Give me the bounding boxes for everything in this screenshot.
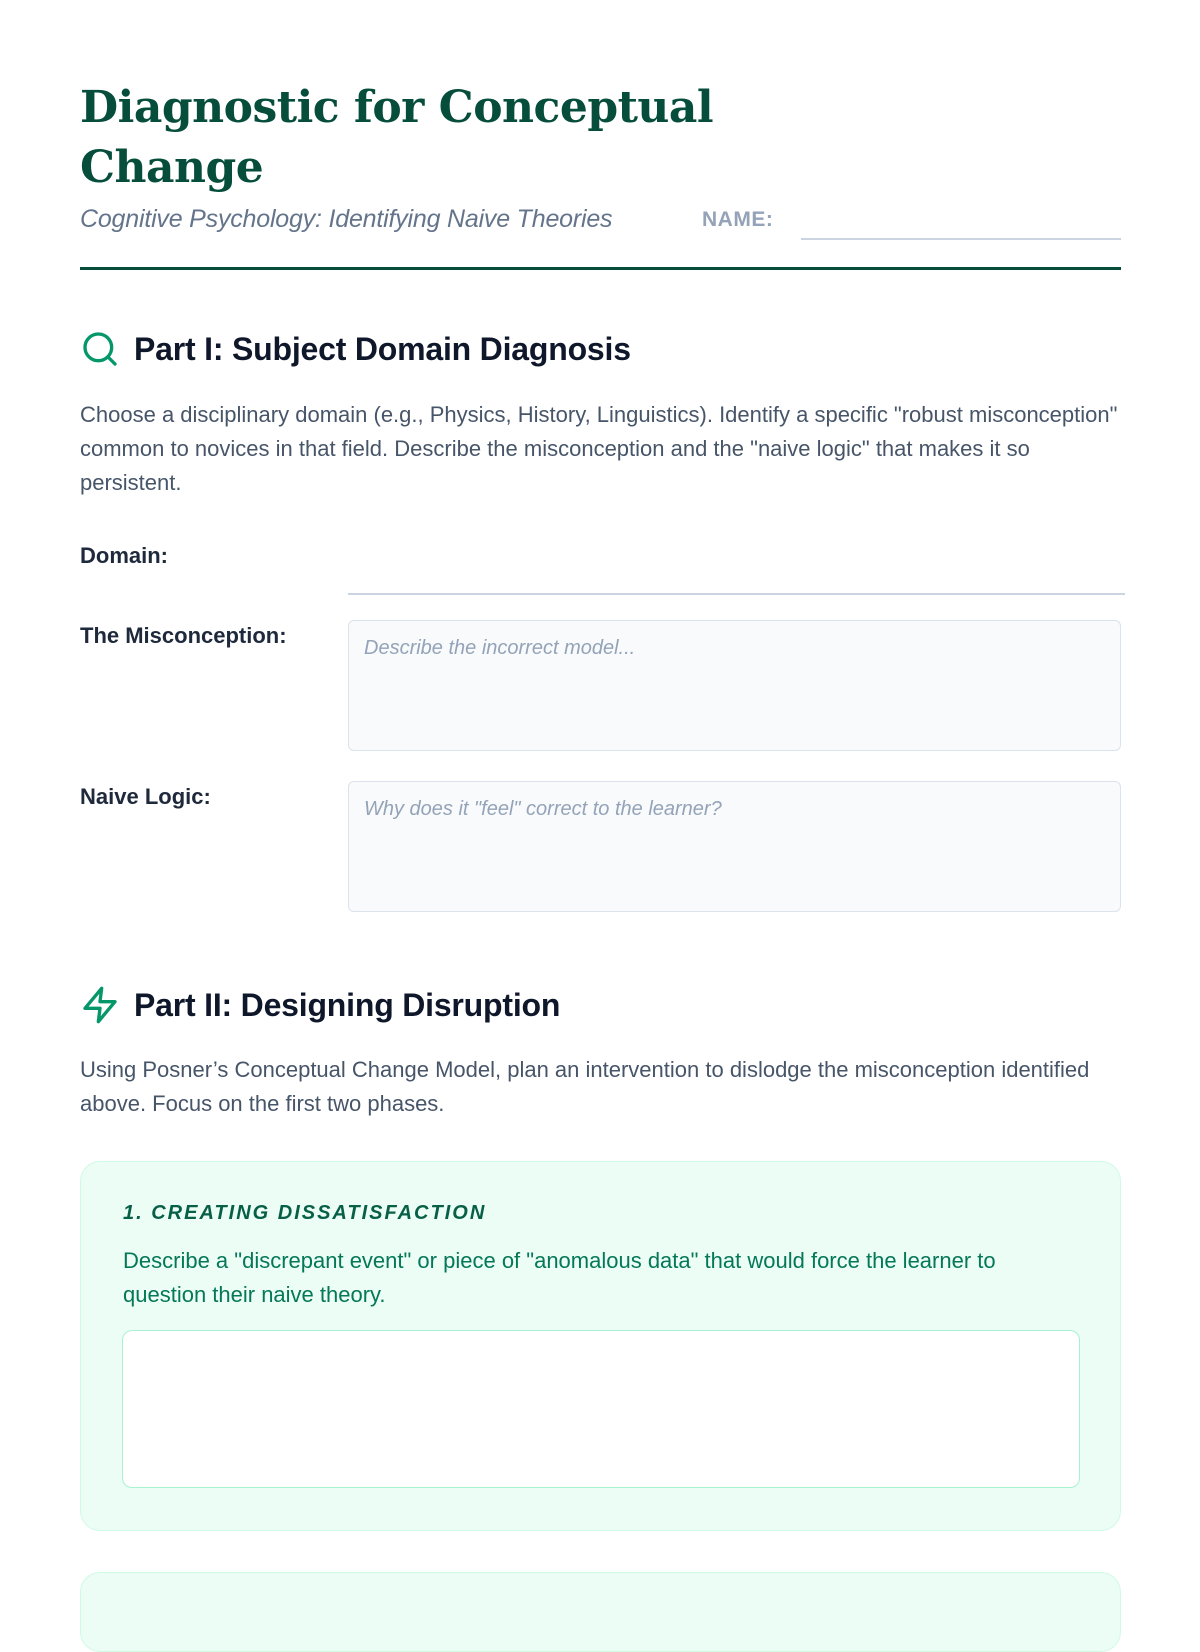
search-icon: [80, 329, 120, 369]
naive-logic-label: Naive Logic:: [80, 784, 211, 809]
naive-logic-textarea[interactable]: [348, 781, 1121, 912]
domain-label: Domain:: [80, 543, 168, 568]
page-subtitle: Cognitive Psychology: Identifying Naive Theories: [80, 205, 613, 233]
page-title: Diagnostic for Conceptual Change: [80, 82, 714, 193]
part1-header: [80, 327, 631, 371]
name-field[interactable]: [801, 238, 1121, 240]
dissatisfaction-textarea[interactable]: [122, 1330, 1080, 1488]
lightning-icon: [80, 985, 120, 1025]
name-label: NAME:: [702, 208, 774, 231]
phase-card: [80, 1161, 1121, 1531]
part1-instructions: Choose a disciplinary domain (e.g., Physics, History, Linguistics). Identify a specific "robust misconception" common to novices in that field. Describe the misconception and the "naive logic" that makes it so persistent.: [80, 402, 1118, 495]
phase-heading: 1. CREATING DISSATISFACTION: [123, 1202, 487, 1224]
misconception-textarea[interactable]: [348, 620, 1121, 751]
header-divider: [80, 267, 1121, 270]
part2-header: [80, 983, 560, 1027]
part1-title: Part I: Subject Domain Diagnosis: [134, 330, 631, 367]
misconception-label: The Misconception:: [80, 623, 287, 648]
phase-description: Describe a "discrepant event" or piece of "anomalous data" that would force the learner to question their naive theory.: [123, 1248, 996, 1307]
phase-card-next: [80, 1572, 1121, 1652]
domain-input[interactable]: [348, 555, 1125, 595]
part2-instructions: Using Posner’s Conceptual Change Model, plan an intervention to dislodge the misconception identified above. Focus on the first two phases.: [80, 1057, 1090, 1116]
part2-title: Part II: Designing Disruption: [134, 986, 561, 1023]
